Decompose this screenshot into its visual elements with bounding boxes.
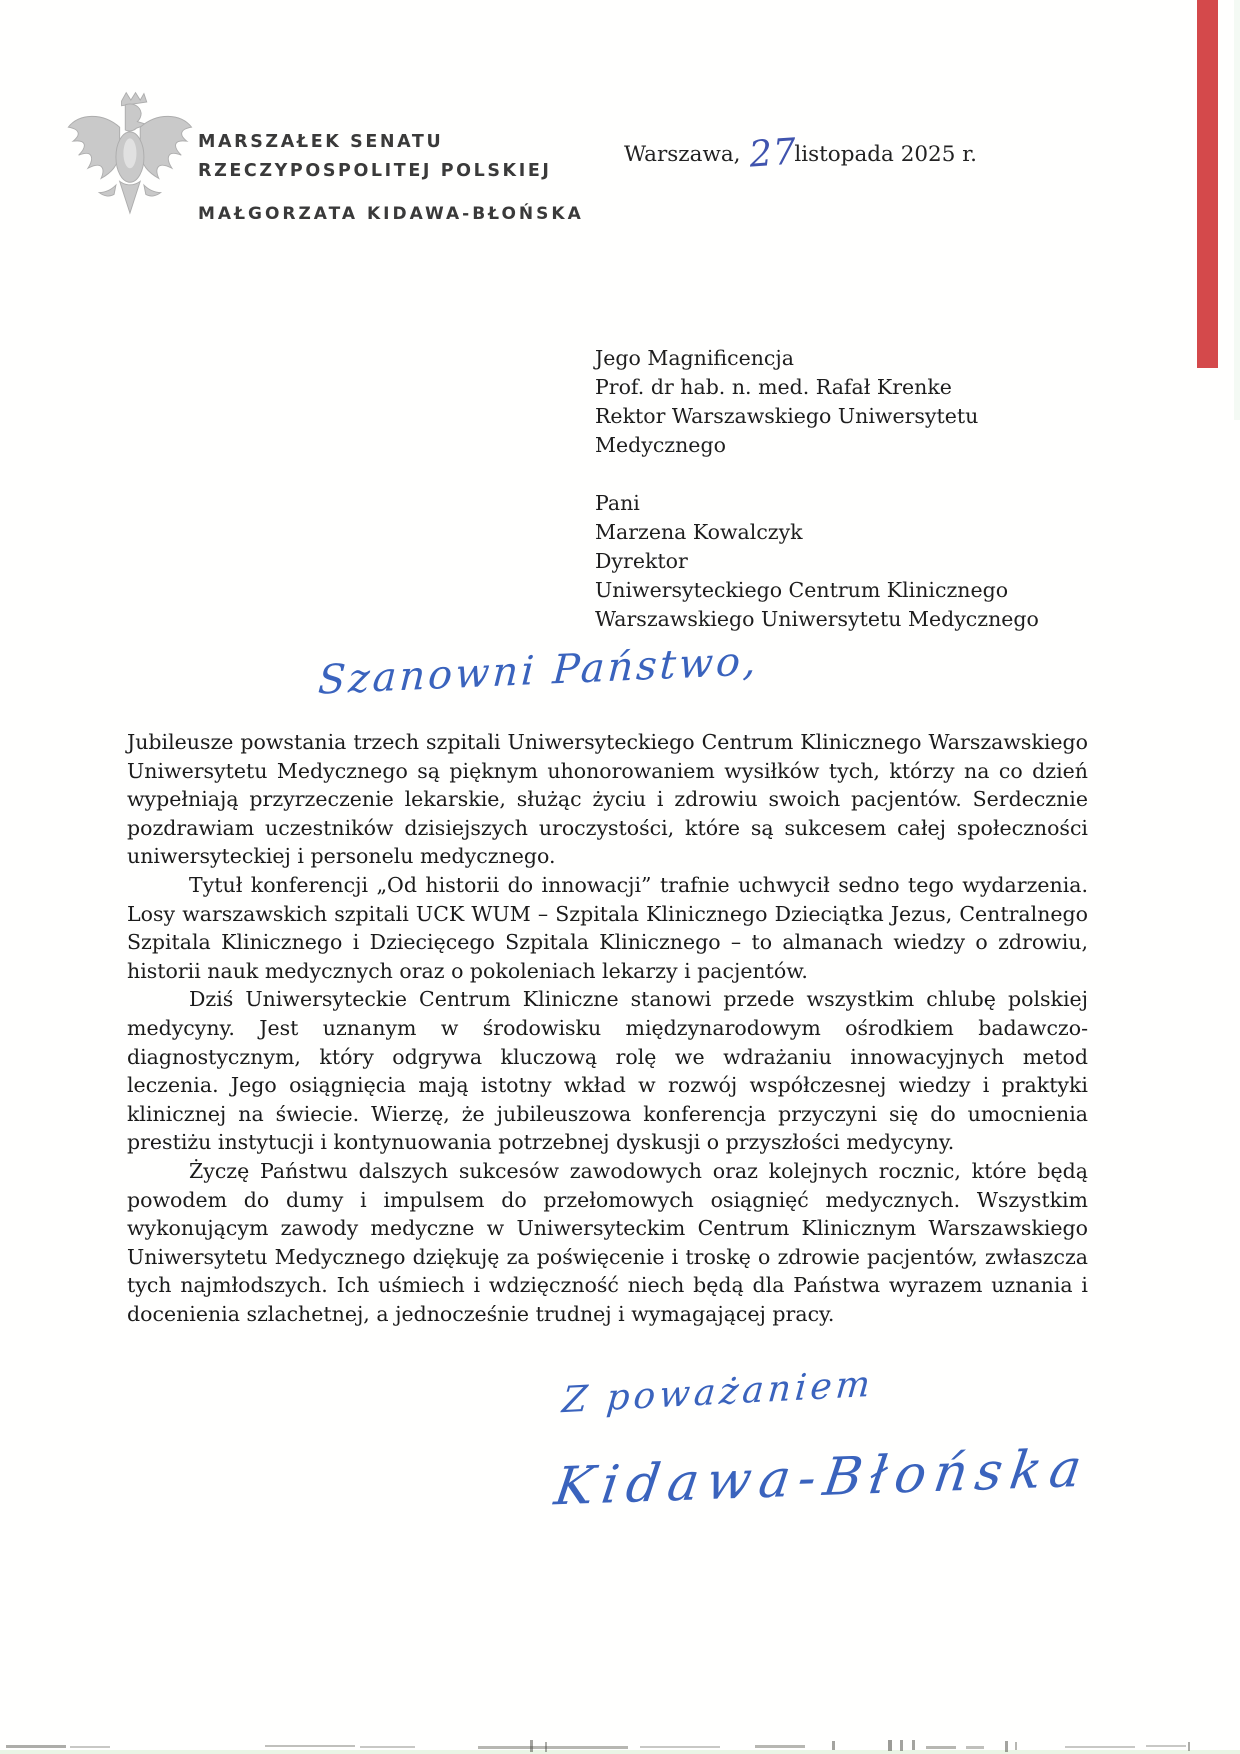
- body-paragraph: Jubileusze powstania trzech szpitali Uniwersyteckiego Centrum Klinicznego Warszawskiego Uniwersytetu Medycznego są pięknym uhonorowaniem wysiłków tych, którzy na co dzień wypełniają przyrzeczenie lekarskie, służąc życiu i zdrowiu swoich pacjentów. Serdecznie pozdrawiam uczestników dzisiejszych uroczystości, które są sukcesem całej społeczności uniwersyteckiej i personelu medycznego.: [127, 730, 1088, 869]
- letterhead-sender-name: MAŁGORZATA KIDAWA-BŁOŃSKA: [198, 204, 584, 224]
- letterhead: [198, 128, 584, 224]
- handwritten-salutation: Szanowni Państwo,: [316, 638, 761, 704]
- recipient-line: Uniwersyteckiego Centrum Klinicznego: [595, 578, 1009, 602]
- recipient-block: [595, 344, 1039, 634]
- recipient-line: Dyrektor: [595, 549, 688, 573]
- handwritten-day: 27: [747, 131, 798, 176]
- scan-artifact-strip: [0, 1740, 1240, 1754]
- scan-bottom-tint: [0, 1750, 1240, 1754]
- polish-eagle-icon: [62, 88, 196, 228]
- scan-edge-tint: [1234, 0, 1240, 420]
- recipient-block-gap: [595, 460, 1039, 489]
- body-paragraph: Życzę Państwu dalszych sukcesów zawodowych oraz kolejnych rocznic, które będą powodem do dumy i impulsem do przełomowych osiągnięć medycznych. Wszystkim wykonującym zawody medyczne w Uniwersyteckim Centrum Klinicznym Warszawskiego Uniwersytetu Medycznego dziękuję za poświęcenie i troskę o zdrowie pacjentów, zwłaszcza tych najmłodszych. Ich uśmiech i wdzięczność niech będą dla Państwa wyrazem uznania i docenienia szlachetnej, a jednocześnie trudnej i wymagającej pracy.: [127, 1158, 1088, 1326]
- handwritten-signature: Kidawa-Błońska: [550, 1438, 1093, 1518]
- recipient-line: Warszawskiego Uniwersytetu Medycznego: [595, 607, 1039, 631]
- recipient-line: Jego Magnificencja: [595, 346, 794, 370]
- recipient-line: Prof. dr hab. n. med. Rafał Krenke: [595, 375, 952, 399]
- recipient-line: Medycznego: [595, 433, 726, 457]
- recipient-line: Marzena Kowalczyk: [595, 520, 803, 544]
- body-paragraph: Dziś Uniwersyteckie Centrum Kliniczne stanowi przede wszystkim chlubę polskiej medycyny. Jest uznanym w środowisku międzynarodowym ośrodkiem badawczo-diagnostycznym, który odgrywa kluczową rolę we wdrażaniu innowacyjnych metod leczenia. Jego osiągnięcia mają istotny wkład w rozwój współczesnej wiedzy i praktyki klinicznej na świecie. Wierzę, że jubileuszowa konferencja przyczyni się do umocnienia prestiżu instytucji i kontynuowania potrzebnej dyskusji o przyszłości medycyny.: [127, 987, 1088, 1155]
- recipient-line: Pani: [595, 491, 640, 515]
- dateline-rest: listopada 2025 r.: [794, 142, 977, 167]
- letter-body: [127, 728, 1088, 1328]
- handwritten-closing: Z poważaniem: [560, 1363, 876, 1422]
- dateline-city: Warszawa,: [623, 142, 741, 167]
- dateline: [623, 131, 977, 176]
- letterhead-title-line2: RZECZYPOSPOLITEJ POLSKIEJ: [198, 161, 552, 181]
- body-paragraph: Tytuł konferencji „Od historii do innowacji” trafnie uchwycił sedno tego wydarzenia. Losy warszawskich szpitali UCK WUM – Szpitala Klinicznego Dzieciątka Jezus, Centralnego Szpitala Klinicznego i Dziecięcego Szpitala Klinicznego – to almanach wiedzy o zdrowiu, historii nauk medycznych oraz o pokoleniach lekarzy i pacjentów.: [127, 872, 1088, 983]
- red-accent-bar: [1197, 0, 1218, 368]
- letterhead-title-line1: MARSZAŁEK SENATU: [198, 132, 444, 152]
- recipient-line: Rektor Warszawskiego Uniwersytetu: [595, 404, 979, 428]
